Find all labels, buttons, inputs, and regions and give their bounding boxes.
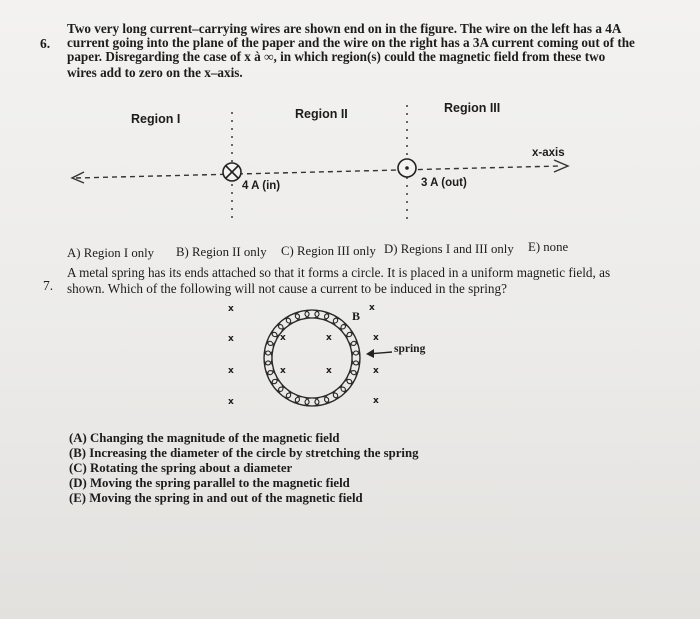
spring-coil-loop: [349, 340, 360, 355]
q7-option-c: (C) Rotating the spring about a diameter: [69, 461, 293, 475]
spring-coil-loop: [349, 360, 360, 375]
x-axis-label: x-axis: [532, 147, 565, 159]
spring-coil-loop: [331, 316, 347, 331]
spring-ring: [264, 310, 360, 406]
q7-line-2: shown. Which of the following will not cause a current to be induced in the spring?: [67, 281, 507, 296]
wire-out-icon: [398, 159, 416, 177]
field-x-icon: x: [373, 333, 379, 343]
wire-out-label: 3 A (out): [421, 177, 467, 189]
field-x-icon: x: [228, 397, 234, 407]
x-axis-line: [76, 166, 560, 178]
region-3-label: Region III: [444, 101, 501, 115]
spring-coil-loop: [264, 340, 275, 355]
q6-choice-b: B) Region II only: [176, 245, 267, 259]
q6-line-4: wires add to zero on the x–axis.: [67, 65, 243, 80]
q6-number: 6.: [40, 36, 51, 51]
spring-label: spring: [394, 343, 426, 355]
spring-coil-loop: [339, 377, 354, 393]
spring-coil-loop: [314, 310, 329, 321]
spring-coil-loop: [266, 369, 279, 385]
q7-option-b: (B) Increasing the diameter of the circle by stretching the spring: [69, 446, 419, 460]
spring-pointer-arrow-icon: [366, 349, 374, 358]
field-x-icon: x: [228, 304, 234, 314]
q7-number: 7.: [43, 278, 54, 293]
spring-coil-loop: [277, 385, 293, 400]
q6-line-1: Two very long current–carrying wires are shown end on in the figure. The wire on the left has a 4A: [67, 21, 622, 36]
field-x-icon: x: [228, 366, 234, 376]
wire-in-icon: [223, 163, 241, 181]
spring-coil-loop: [285, 312, 301, 325]
q7-line-1: A metal spring has its ends attached so that it forms a circle. It is placed in a uniform magnetic field, as: [67, 265, 611, 280]
q6-choice-e: E) none: [528, 240, 569, 254]
q6-line-2: current going into the plane of the paper and the wire on the right has a 3A current coming out of the: [67, 35, 635, 50]
q6-choice-d: D) Regions I and III only: [384, 242, 514, 256]
region-2-label: Region II: [295, 107, 348, 121]
spring-coil-loop: [294, 395, 309, 406]
field-x-icon: x: [280, 333, 286, 343]
field-x-icon: x: [369, 303, 375, 313]
q7-option-e: (E) Moving the spring in and out of the magnetic field: [69, 491, 363, 505]
field-x-icon: x: [280, 366, 286, 376]
field-x-icon: x: [326, 366, 332, 376]
field-x-icon: x: [373, 396, 379, 406]
wire-in-label: 4 A (in): [242, 180, 281, 192]
field-x-icon: x: [228, 334, 234, 344]
field-b-label: B: [352, 309, 361, 323]
spring-coil-loop: [323, 391, 339, 404]
q6-choice-c: C) Region III only: [281, 244, 376, 258]
field-x-icon: x: [326, 333, 332, 343]
spring-coil-loop: [345, 331, 358, 347]
q6-line-3: paper. Disregarding the case of x à ∞, in which region(s) could the magnetic field from these two: [67, 49, 606, 64]
q7-option-d: (D) Moving the spring parallel to the magnetic field: [69, 476, 350, 490]
field-x-icon: x: [373, 366, 379, 376]
q7-option-a: (A) Changing the magnitude of the magnetic field: [69, 431, 340, 445]
region-1-label: Region I: [131, 112, 181, 126]
q6-choice-a: A) Region I only: [67, 246, 155, 260]
